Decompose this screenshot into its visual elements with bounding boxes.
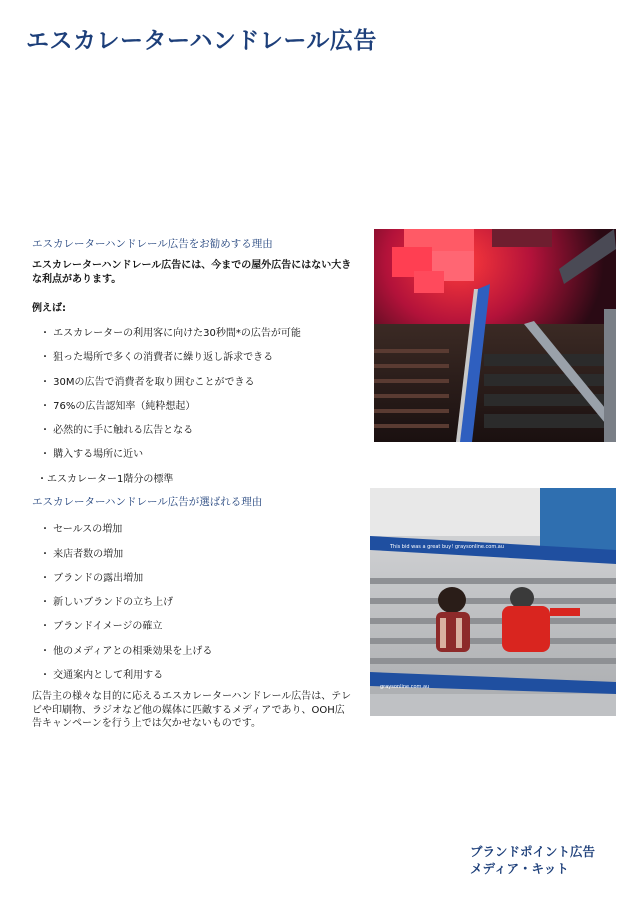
brand-line-2: メディア・キット [470,861,569,876]
page-title: エスカレーターハンドレール広告 [26,28,377,54]
intro-paragraph: エスカレーターハンドレール広告には、今までの屋外広告にはない大きな利点があります。 [32,260,352,285]
handrail-text-top: This bid was a great buy! graysonline.com.au [390,544,505,550]
list-item: ・ 他のメディアとの相乗効果を上げる [40,646,213,657]
brand-line-1: ブランドポイント広告 [470,844,596,859]
list-item: ・ セールスの増加 [40,524,123,535]
brand-footer [470,843,595,877]
escalator-photo-1 [374,229,616,442]
list-item: ・ 76%の広告認知率（純粋想起） [40,401,196,412]
escalator-photo-2 [370,488,616,716]
list-item: ・ 30Mの広告で消費者を取り囲むことができる [40,377,255,388]
list-item: ・エスカレーター1階分の標準 [37,474,174,485]
section-heading-chosen: エスカレーターハンドレール広告が選ばれる理由 [32,496,263,508]
list-item: ・ ブランドの露出増加 [40,573,144,584]
list-item: ・ 購入する場所に近い [40,449,144,460]
list-item: ・ 来店者数の増加 [40,549,124,560]
list-item: ・ ブランドイメージの確立 [40,621,163,632]
example-label: 例えば: [32,303,66,314]
list-item: ・ 新しいブランドの立ち上げ [40,597,174,608]
handrail-text-bottom: graysonline.com.au [380,684,430,690]
list-item: ・ 狙った場所で多くの消費者に繰り返し訴求できる [40,352,274,363]
section-heading-recommend: エスカレーターハンドレール広告をお勧めする理由 [32,238,273,250]
list-item: ・ 必然的に手に触れる広告となる [40,425,194,436]
closing-paragraph: 広告主の様々な目的に応えるエスカレーターハンドレール広告は、テレビや印刷物、ラジオなど他の媒体に匹敵するメディアであり、OOH広告キャンペーンを行う上では欠かせないものです。 [32,691,352,729]
list-item: ・ 交通案内として利用する [40,670,164,681]
list-item: ・ エスカレーターの利用客に向けた30秒間*の広告が可能 [40,328,301,339]
